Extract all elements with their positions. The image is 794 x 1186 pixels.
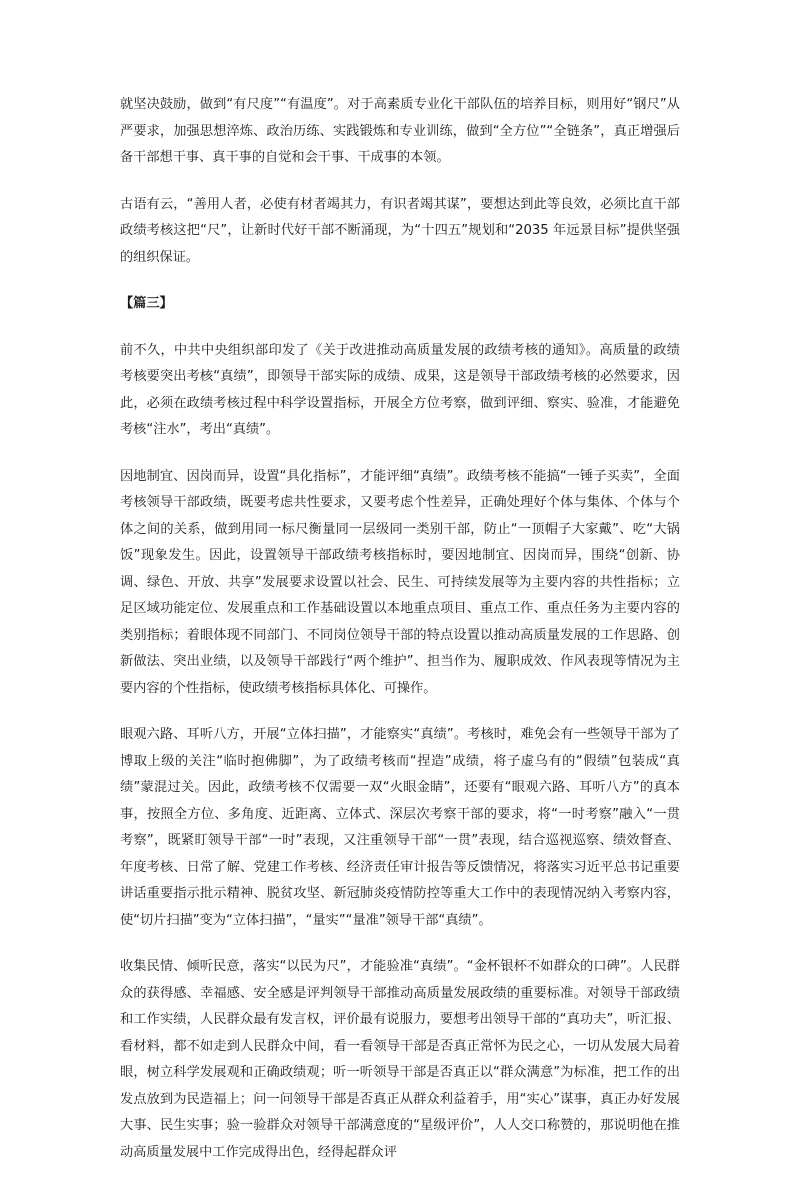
paragraph-1: 就坚决鼓励，做到“有尺度”“有温度”。对于高素质专业化干部队伍的培养目标，则用好“钢尺”从严要求，加强思想淬炼、政治历练、实践锻炼和专业训练，做到“全方位”“全链条”，真正增强后备干部想干事、真干事的自觉和会干事、干成事的本领。 (120, 97, 680, 165)
section-heading: 【篇三】 (120, 296, 173, 311)
paragraph-2: 古语有云，“善用人者，必使有材者竭其力，有识者竭其谋”，要想达到此等良效，必须比直干部政绩考核这把“尺”，让新时代好干部不断涌现，为“十四五”规划和“2035 年远景目标”提供坚强的组织保证。 (120, 196, 680, 265)
section-paragraph-3: 眼观六路、耳听八方，开展“立体扫描”，才能察实“真绩”。考核时，难免会有一些领导干部为了博取上级的关注“临时抱佛脚”，为了政绩考核而“捏造”成绩，将子虚乌有的“假绩”包装成“真绩”蒙混过关。因此，政绩考核不仅需要一双“火眼金睛”，还要有“眼观六路、耳听八方”的真本事，按照全方位、多角度、近距离、立体式、深层次考察干部的要求，将“一时考察”融入“一贯考察”，既紧盯领导干部“一时”表现，又注重领导干部“一贯”表现，结合巡视巡察、绩效督查、年度考核、日常了解、党建工作考核、经济责任审计报告等反馈情况，将落实习近平总书记重要讲话重要指示批示精神、脱贫攻坚、新冠肺炎疫情防控等重大工作中的表现情况纳入考察内容，使“切片扫描”变为“立体扫描”，“量实”“量准”领导干部“真绩”。 (120, 727, 680, 928)
document-page (120, 92, 680, 1186)
section-paragraph-1: 前不久，中共中央组织部印发了《关于改进推动高质量发展的政绩考核的通知》。高质量的政绩考核要突出考核“真绩”，即领导干部实际的成绩、成果，这是领导干部政绩考核的必然要求，因此，必须在政绩考核过程中科学设置指标，开展全方位考察，做到评细、察实、验准，才能避免考核“注水”，考出“真绩”。 (120, 342, 680, 437)
section-paragraph-2: 因地制宜、因岗而异，设置“具化指标”，才能评细“真绩”。政绩考核不能搞“一锤子买卖”，全面考核领导干部政绩，既要考虑共性要求，又要考虑个性差异，正确处理好个体与集体、个体与个体之间的关系，做到用同一标尺衡量同一层级同一类别干部，防止“一顶帽子大家戴”、吃“大锅饭”现象发生。因此，设置领导干部政绩考核指标时，要因地制宜、因岗而异，围绕“创新、协调、绿色、开放、共享”发展要求设置以社会、民生、可持续发展等为主要内容的共性指标；立足区域功能定位、发展重点和工作基础设置以本地重点项目、重点工作、重点任务为主要内容的类别指标；着眼体现不同部门、不同岗位领导干部的特点设置以推动高质量发展的工作思路、创新做法、突出业绩，以及领导干部践行“两个维护”、担当作为、履职成效、作风表现等情况为主要内容的个性指标，使政绩考核指标具体化、可操作。 (120, 468, 680, 696)
section-paragraph-4: 收集民情、倾听民意，落实“以民为尺”，才能验准“真绩”。“金杯银杯不如群众的口碑”。人民群众的获得感、幸福感、安全感是评判领导干部推动高质量发展政绩的重要标准。对领导干部政绩和工作实绩，人民群众最有发言权，评价最有说服力，要想考出领导干部的“真功夫”，听汇报、看材料，都不如走到人民群众中间，看一看领导干部是否真正常怀为民之心，一切从发展大局着眼，树立科学发展观和正确政绩观；听一听领导干部是否真正以“群众满意”为标准，把工作的出发点放到为民造福上；问一问领导干部是否真正从群众利益着手，用“实心”谋事，真正办好发展大事、民生实事；验一验群众对领导干部满意度的“星级评价”，人人交口称赞的，那说明他在推动高质量发展中工作完成得出色，经得起群众评 (120, 959, 680, 1160)
